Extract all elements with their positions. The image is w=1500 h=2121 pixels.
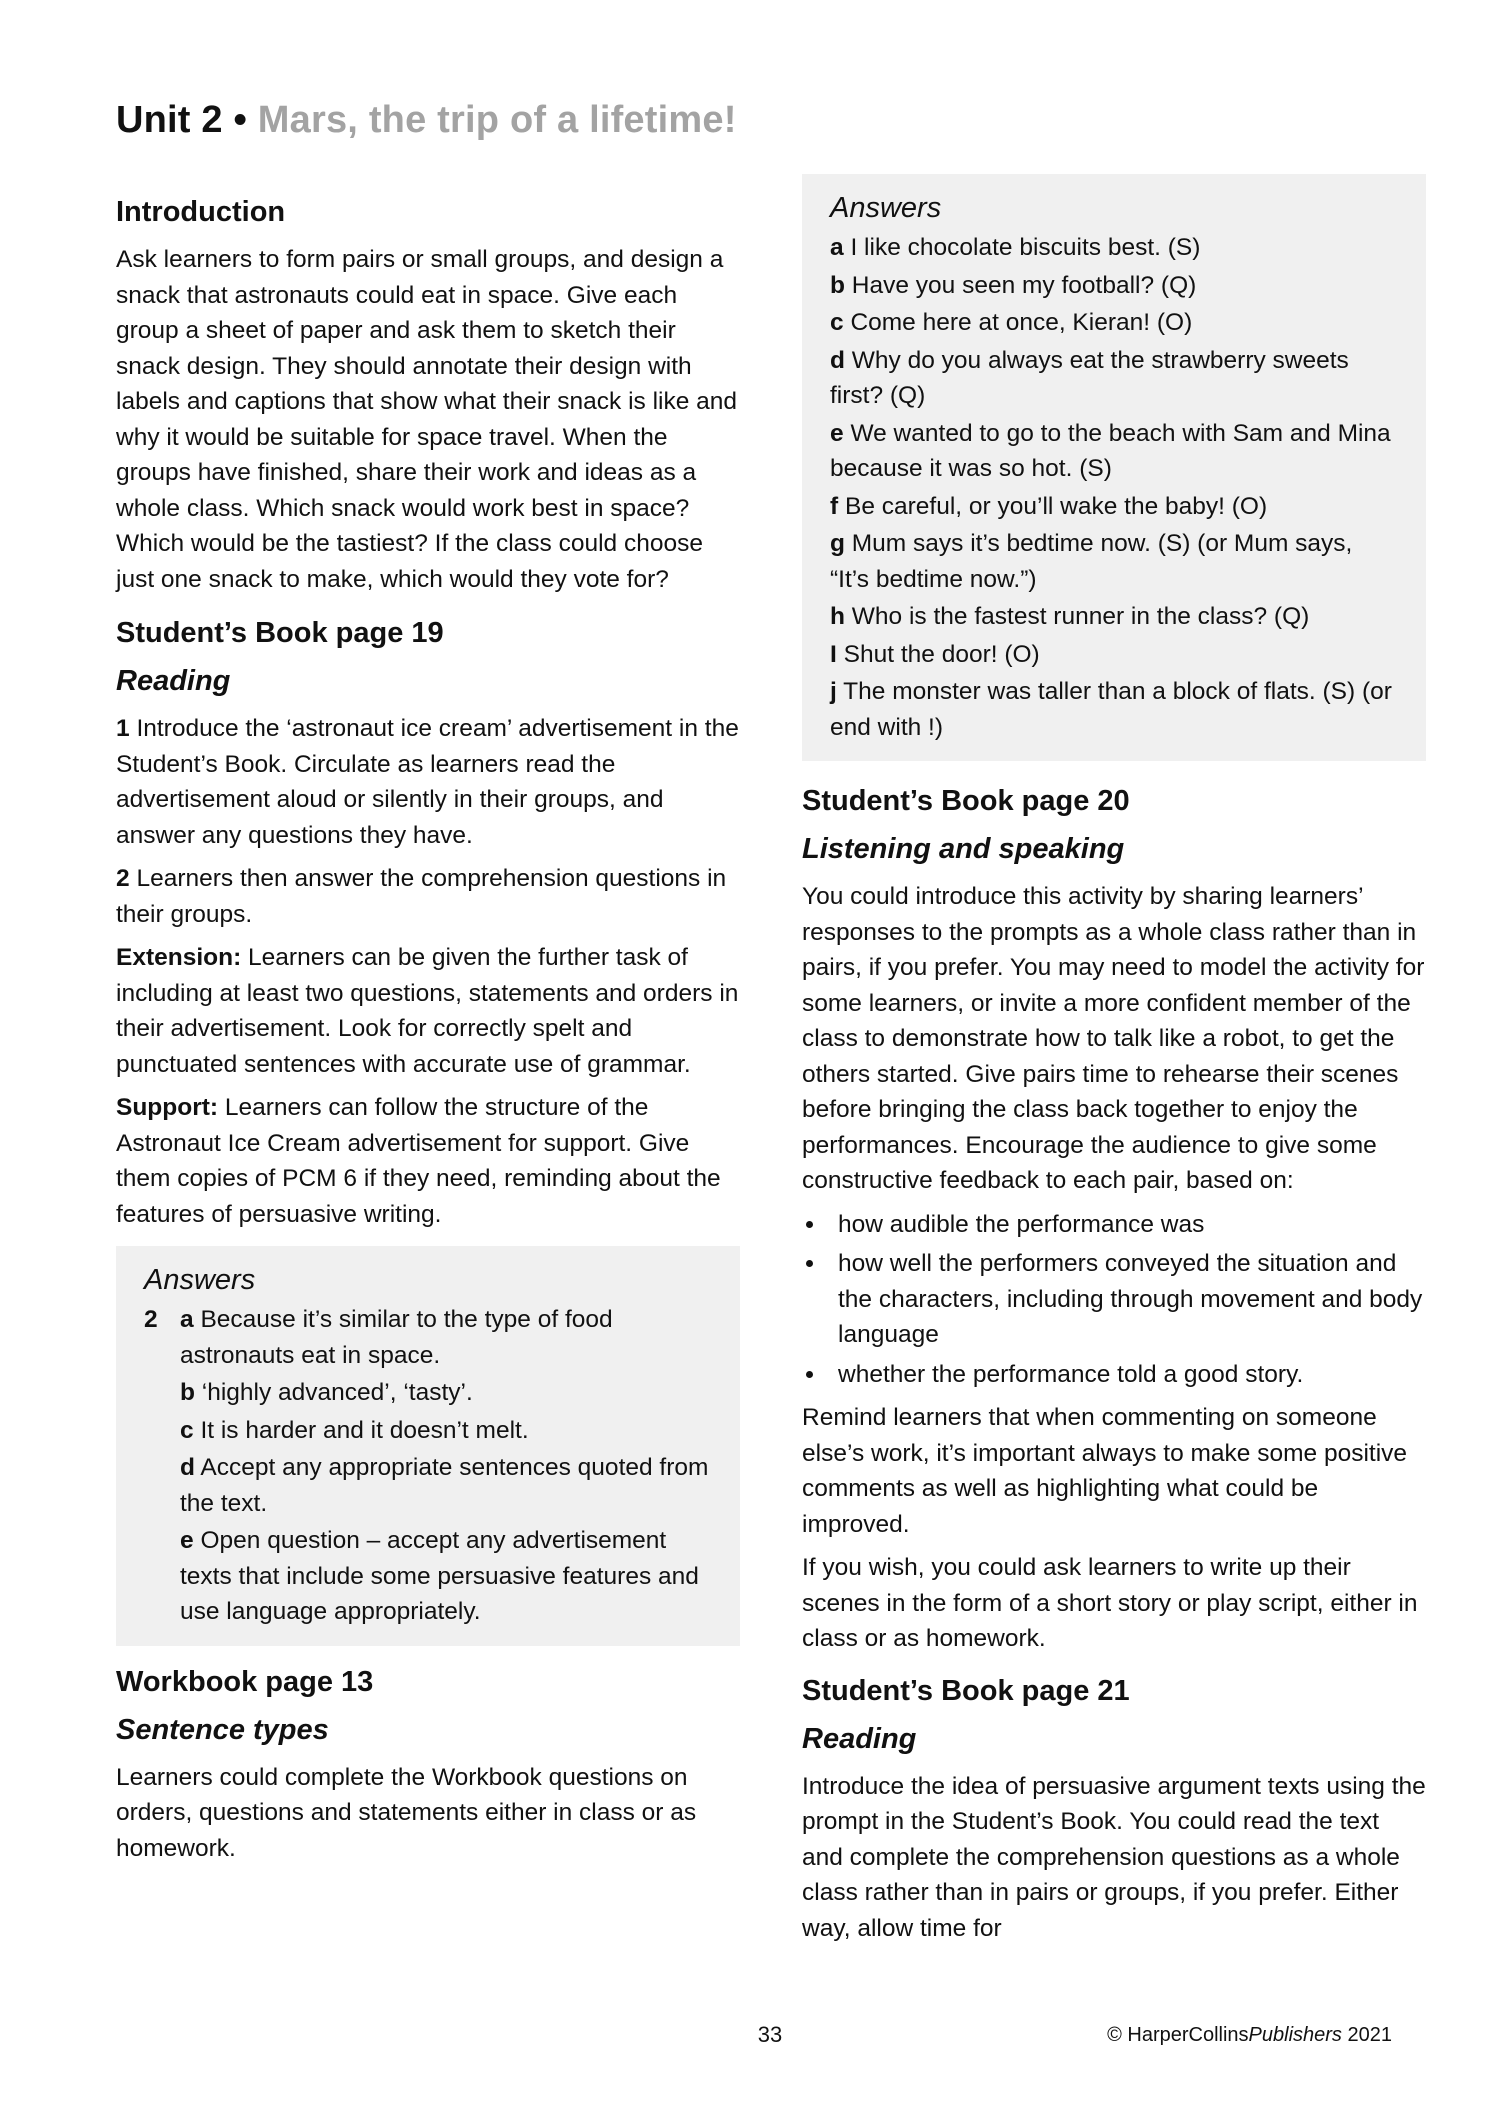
answer-item xyxy=(180,1450,712,1521)
intro-paragraph: Ask learners to form pairs or small groups, and design a snack that astronauts could eat in space. Give each group a sheet of paper and ask them to sketch their snack design. They should annotate their design with labels and captions that show what their snack is like and why it would be suitable for space travel. When the groups have finished, share their work and ideas as a whole class. Which snack would work best in space? Which would be the tastiest? If the class could choose just one snack to make, which would they vote for? xyxy=(116,246,738,593)
answer-text: Why do you always eat the strawberry sweets first? (Q) xyxy=(830,346,1349,409)
sb20-heading: Student’s Book page 20 xyxy=(802,785,1130,817)
answer-letter: e xyxy=(830,419,844,447)
title-separator: • xyxy=(222,99,258,141)
instruction-1 xyxy=(116,711,740,853)
copyright-year: 2021 xyxy=(1341,2024,1392,2046)
feedback-criteria-list xyxy=(802,1207,1426,1393)
answer-item xyxy=(830,674,1398,745)
answer-item xyxy=(830,416,1398,487)
answer-item xyxy=(830,489,1398,525)
support-text: Learners can follow the structure of the Astronaut Ice Cream advertisement for support. Give them copies of PCM 6 if they need, reminding about the features of persuasive writing. xyxy=(116,1094,721,1228)
answer-letter: h xyxy=(830,603,845,630)
answer-text: It is harder and it doesn’t melt. xyxy=(193,1416,529,1444)
reading21-paragraph: Introduce the idea of persuasive argument texts using the prompt in the Student’s Book. You could read the text and complete the comprehension questions as a whole class rather than in pairs or groups, if you prefer. Either way, allow time for xyxy=(802,1772,1426,1942)
instruction-1-number: 1 xyxy=(116,715,130,742)
answer-item xyxy=(180,1523,712,1630)
answer-item xyxy=(830,526,1398,597)
sentence-types-heading: Sentence types xyxy=(116,1713,329,1746)
list-item-text: how audible the performance was xyxy=(838,1210,1205,1238)
answer-text: Be careful, or you’ll wake the baby! (O) xyxy=(838,492,1268,520)
copyright-prefix: © HarperCollins xyxy=(1107,2024,1249,2046)
answer-text: Open question – accept any advertisement texts that include some persuasive features and use language appropriately. xyxy=(180,1527,699,1625)
unit-subtitle: Mars, the trip of a lifetime! xyxy=(257,99,737,141)
intro-heading: Introduction xyxy=(116,196,286,228)
right-column xyxy=(802,174,1426,1954)
sb19-heading: Student’s Book page 19 xyxy=(116,617,444,649)
answer-letter: e xyxy=(180,1527,194,1554)
answer-letter: j xyxy=(830,678,837,705)
listening-paragraph: You could introduce this activity by sharing learners’ responses to the prompts as a whole class rather than in pairs, if you prefer. You may need to model the activity for some learners, or invite a more confident member of the class to demonstrate how to talk like a robot, to get the others started. Give pairs time to rehearse their scenes before bringing the class back together to enjoy the performances. Encourage the audience to give some constructive feedback to each pair, based on: xyxy=(802,883,1425,1194)
answer-letter: I xyxy=(830,640,837,668)
answer-letter: c xyxy=(180,1416,194,1444)
answer-text: We wanted to go to the beach with Sam and Mina because it was so hot. (S) xyxy=(830,419,1391,482)
answer-item xyxy=(830,599,1398,635)
extension-label: Extension: xyxy=(116,944,242,971)
wish-paragraph: If you wish, you could ask learners to write up their scenes in the form of a short story or play script, either in class or as homework. xyxy=(802,1554,1418,1652)
answers-title: Answers xyxy=(144,1264,256,1296)
bullet-icon xyxy=(806,1371,813,1378)
answer-letter: g xyxy=(830,530,845,557)
reading21-heading: Reading xyxy=(802,1722,917,1755)
answer-text: Accept any appropriate sentences quoted from the text. xyxy=(180,1454,709,1517)
page-title xyxy=(116,96,737,144)
remind-paragraph: Remind learners that when commenting on someone else’s work, it’s important always to make some positive comments as well as highlighting what could be improved. xyxy=(802,1404,1408,1538)
answer-text: The monster was taller than a block of flats. (S) (or end with !) xyxy=(830,678,1392,741)
answer-letter: b xyxy=(830,271,845,299)
answer-letter: d xyxy=(180,1454,195,1481)
answer-text: ‘highly advanced’, ‘tasty’. xyxy=(194,1379,473,1406)
answer-item xyxy=(180,1302,712,1373)
answer-text: Have you seen my football? (Q) xyxy=(844,271,1197,299)
answer-item xyxy=(830,268,1398,304)
page-number: 33 xyxy=(757,2022,783,2047)
answer-letter: f xyxy=(830,492,839,520)
answer-item xyxy=(180,1375,712,1411)
answer-text: I like chocolate biscuits best. (S) xyxy=(843,234,1201,261)
answer-letter: d xyxy=(830,346,845,374)
listening-heading: Listening and speaking xyxy=(802,833,1125,865)
answer-item xyxy=(830,230,1398,266)
answer-item xyxy=(830,305,1398,341)
answer-text: Because it’s similar to the type of food astronauts eat in space. xyxy=(180,1306,613,1369)
instruction-2 xyxy=(116,861,740,932)
support-label: Support: xyxy=(116,1094,219,1121)
answer-text: Mum says it’s bedtime now. (S) (or Mum says, “It’s bedtime now.”) xyxy=(830,530,1353,593)
answer-text: Come here at once, Kieran! (O) xyxy=(843,309,1193,336)
sb21-heading: Student’s Book page 21 xyxy=(802,1674,1130,1707)
list-item xyxy=(802,1207,1426,1243)
instruction-1-text: Introduce the ‘astronaut ice cream’ advertisement in the Student’s Book. Circulate as learners read the advertisement aloud or silently in their groups, and answer any questions they have. xyxy=(116,715,739,849)
answers-box-right xyxy=(802,174,1426,761)
wb13-paragraph: Learners could complete the Workbook questions on orders, questions and statements either in class or as homework. xyxy=(116,1763,697,1862)
extension-text: Learners can be given the further task of including at least two questions, statements and orders in their advertisement. Look for correctly spelt and punctuated sentences with accurate use of grammar. xyxy=(116,944,739,1078)
bullet-icon xyxy=(806,1221,813,1228)
list-item xyxy=(802,1246,1426,1353)
support-paragraph xyxy=(116,1090,740,1232)
answer-item xyxy=(180,1413,712,1449)
bullet-icon xyxy=(806,1260,813,1267)
answer-item xyxy=(830,343,1398,414)
copyright-notice xyxy=(1107,2021,1392,2049)
answer-letter: c xyxy=(830,309,844,336)
answer-letter: b xyxy=(180,1379,195,1406)
answer-letter: a xyxy=(830,234,844,261)
unit-label: Unit 2 xyxy=(116,99,223,141)
copyright-publisher: Publishers xyxy=(1248,2024,1342,2046)
wb13-heading: Workbook page 13 xyxy=(116,1665,374,1698)
instruction-2-number: 2 xyxy=(116,865,130,892)
answers-title: Answers xyxy=(830,192,942,224)
answer-text: Shut the door! (O) xyxy=(836,640,1040,668)
answers-question-2 xyxy=(144,1302,712,1632)
instruction-2-text: Learners then answer the comprehension questions in their groups. xyxy=(116,865,727,928)
list-item-text: whether the performance told a good story. xyxy=(838,1360,1304,1388)
answer-item xyxy=(830,637,1398,673)
reading-heading: Reading xyxy=(116,665,231,697)
list-item-text: how well the performers conveyed the situation and the characters, including through movement and body language xyxy=(838,1250,1423,1348)
answer-text: Who is the fastest runner in the class? (Q) xyxy=(844,603,1310,630)
answer-letter: a xyxy=(180,1306,194,1333)
extension-paragraph xyxy=(116,940,740,1082)
answers-box-left xyxy=(116,1246,740,1646)
left-column xyxy=(116,192,740,1874)
list-item xyxy=(802,1357,1426,1393)
answers-number: 2 xyxy=(144,1306,158,1333)
